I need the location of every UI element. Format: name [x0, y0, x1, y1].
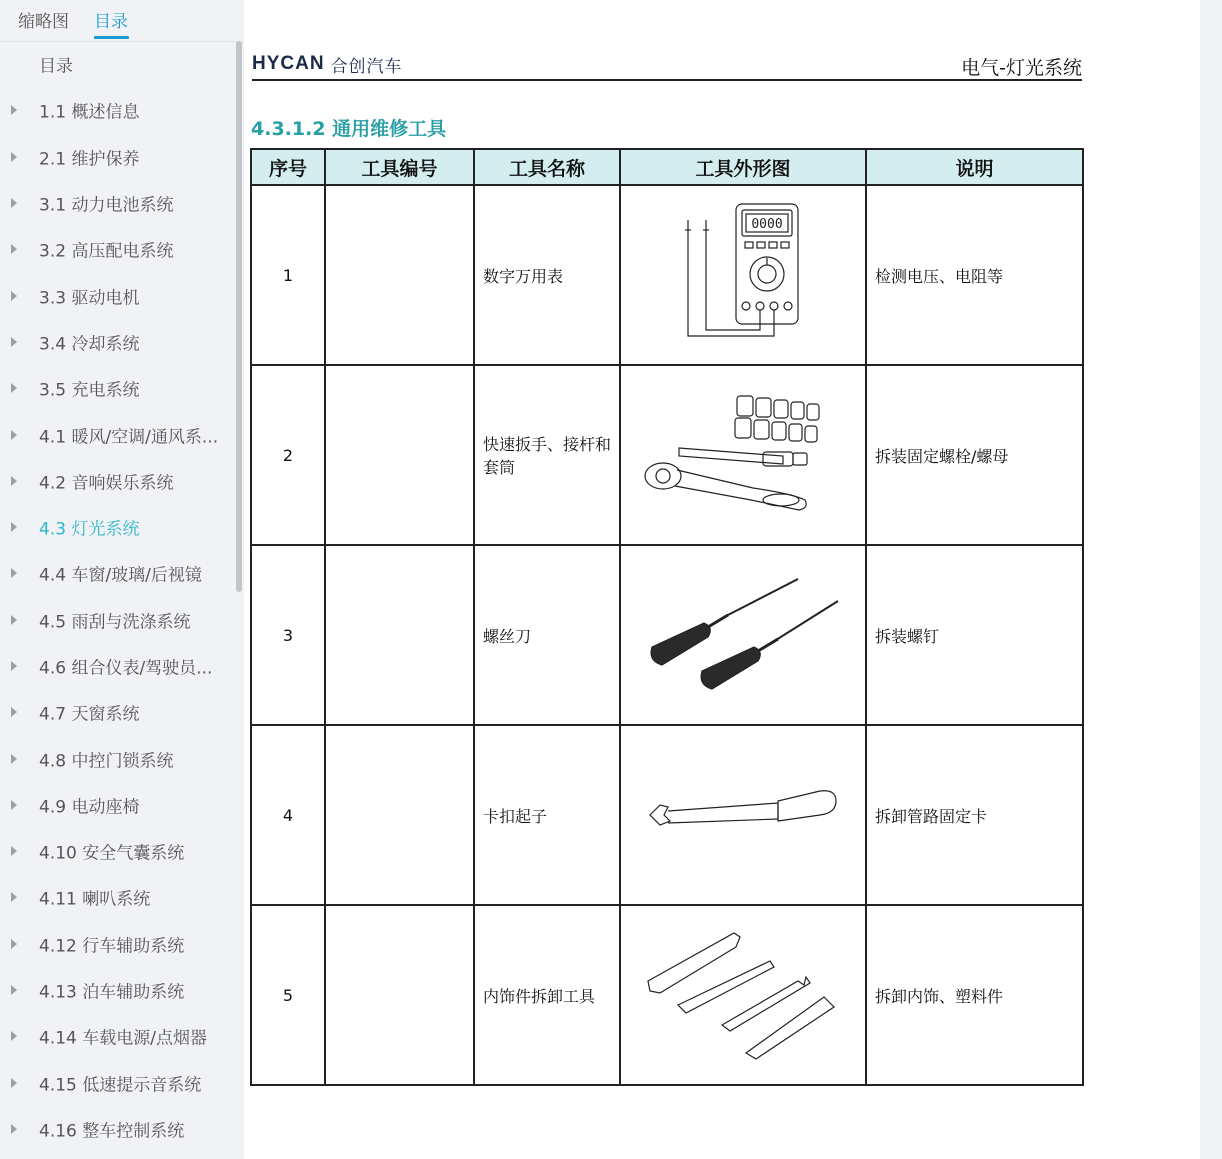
toc-item-4-9[interactable] — [0, 782, 236, 828]
toc-item-label: 目录 — [39, 56, 73, 77]
cell-name: 快速扳手、接杆和套筒 — [474, 365, 620, 545]
tools-table — [250, 148, 1084, 1086]
expand-arrow-icon[interactable] — [11, 1031, 17, 1041]
toc-item-3-1[interactable] — [0, 180, 236, 226]
toc-item-label: 3.2 高压配电系统 — [39, 241, 174, 262]
subheading: 4.3.1.2 通用维修工具 — [251, 118, 447, 140]
toc-item-label: 4.14 车载电源/点烟器 — [39, 1028, 207, 1049]
toc-item-label: 3.1 动力电池系统 — [39, 195, 174, 216]
toc-item-label: 4.11 喇叭系统 — [39, 889, 151, 910]
toc-item-label: 3.4 冷却系统 — [39, 334, 140, 355]
expand-arrow-icon[interactable] — [11, 198, 17, 208]
toc-item-4-16[interactable] — [0, 1106, 236, 1152]
cell-code — [325, 185, 474, 365]
expand-arrow-icon[interactable] — [11, 661, 17, 671]
expand-arrow-icon[interactable] — [11, 707, 17, 717]
cell-description: 拆装固定螺栓/螺母 — [866, 365, 1083, 545]
cell-number: 4 — [251, 725, 325, 905]
toc-item-3-5[interactable] — [0, 365, 236, 411]
toc-item-label: 4.5 雨刮与洗涤系统 — [39, 612, 191, 633]
toc-item-4-3-active[interactable] — [0, 504, 236, 550]
toc-item-label: 4.6 组合仪表/驾驶员... — [39, 658, 213, 679]
toc-item-label: 3.5 充电系统 — [39, 380, 140, 401]
cell-image — [620, 905, 866, 1085]
expand-arrow-icon[interactable] — [11, 522, 17, 532]
toc-item-4-13[interactable] — [0, 967, 236, 1013]
toc-item-label: 4.1 暖风/空调/通风系... — [39, 427, 219, 448]
table-header-row — [251, 149, 1083, 185]
column-header: 工具名称 — [474, 149, 620, 185]
toc-item-root[interactable] — [0, 41, 236, 87]
expand-arrow-icon[interactable] — [11, 615, 17, 625]
clip-remover-icon — [638, 785, 848, 845]
cell-code — [325, 905, 474, 1085]
cell-number: 2 — [251, 365, 325, 545]
cell-name: 内饰件拆卸工具 — [474, 905, 620, 1085]
table-row — [251, 905, 1083, 1085]
cell-description: 拆卸内饰、塑料件 — [866, 905, 1083, 1085]
expand-arrow-icon[interactable] — [11, 939, 17, 949]
cell-name: 数字万用表 — [474, 185, 620, 365]
tab-active-indicator — [94, 36, 129, 39]
expand-arrow-icon[interactable] — [11, 105, 17, 115]
expand-arrow-icon[interactable] — [11, 291, 17, 301]
expand-arrow-icon[interactable] — [11, 383, 17, 393]
toc-list — [0, 41, 236, 1152]
expand-arrow-icon[interactable] — [11, 244, 17, 254]
document-page — [244, 0, 1200, 1159]
toc-item-1-1[interactable] — [0, 87, 236, 133]
column-header: 说明 — [866, 149, 1083, 185]
sidebar — [0, 0, 244, 1159]
expand-arrow-icon[interactable] — [11, 568, 17, 578]
toc-item-4-5[interactable] — [0, 597, 236, 643]
cell-code — [325, 725, 474, 905]
tab-thumbnails[interactable]: 缩略图 — [18, 12, 69, 32]
toc-item-label: 4.13 泊车辅助系统 — [39, 982, 185, 1003]
toc-item-4-2[interactable] — [0, 458, 236, 504]
table-row — [251, 725, 1083, 905]
toc-item-label: 3.3 驱动电机 — [39, 288, 140, 309]
toc-item-2-1[interactable] — [0, 134, 236, 180]
logo-latin-text: HYCAN — [252, 53, 325, 74]
ratchet-socket-set-icon — [633, 390, 853, 520]
toc-item-4-14[interactable] — [0, 1013, 236, 1059]
toc-item-label: 4.8 中控门锁系统 — [39, 751, 174, 772]
cell-description: 拆装螺钉 — [866, 545, 1083, 725]
expand-arrow-icon[interactable] — [11, 1124, 17, 1134]
toc-item-label: 4.2 音响娱乐系统 — [39, 473, 174, 494]
cell-code — [325, 365, 474, 545]
toc-item-label: 4.16 整车控制系统 — [39, 1121, 185, 1142]
column-header: 序号 — [251, 149, 325, 185]
table-row — [251, 545, 1083, 725]
toc-item-label: 4.4 车窗/玻璃/后视镜 — [39, 565, 202, 586]
cell-image — [620, 185, 866, 365]
toc-item-4-8[interactable] — [0, 735, 236, 781]
expand-arrow-icon[interactable] — [11, 892, 17, 902]
svg-text:0000: 0000 — [751, 217, 783, 232]
expand-arrow-icon[interactable] — [11, 152, 17, 162]
toc-item-4-4[interactable] — [0, 550, 236, 596]
expand-arrow-icon[interactable] — [11, 985, 17, 995]
toc-item-label: 4.12 行车辅助系统 — [39, 936, 185, 957]
cell-name: 螺丝刀 — [474, 545, 620, 725]
section-title: 电气-灯光系统 — [961, 57, 1082, 79]
tab-toc[interactable]: 目录 — [94, 12, 128, 32]
column-header: 工具编号 — [325, 149, 474, 185]
brand-logo — [252, 53, 403, 75]
sidebar-scrollbar[interactable] — [236, 41, 242, 592]
viewer-right-margin — [1200, 0, 1222, 1159]
cell-image — [620, 365, 866, 545]
toc-item-4-6[interactable] — [0, 643, 236, 689]
toc-item-3-3[interactable] — [0, 272, 236, 318]
cell-description: 检测电压、电阻等 — [866, 185, 1083, 365]
toc-item-label: 4.15 低速提示音系统 — [39, 1075, 202, 1096]
cell-image — [620, 545, 866, 725]
toc-item-4-7[interactable] — [0, 689, 236, 735]
expand-arrow-icon[interactable] — [11, 337, 17, 347]
cell-number: 5 — [251, 905, 325, 1085]
toc-item-4-15[interactable] — [0, 1060, 236, 1106]
expand-arrow-icon[interactable] — [11, 430, 17, 440]
toc-item-3-2[interactable] — [0, 226, 236, 272]
table-row — [251, 365, 1083, 545]
cell-name: 卡扣起子 — [474, 725, 620, 905]
toc-item-label: 4.3 灯光系统 — [39, 519, 140, 540]
toc-item-label: 4.7 天窗系统 — [39, 704, 140, 725]
expand-arrow-icon[interactable] — [11, 846, 17, 856]
toc-item-label: 2.1 维护保养 — [39, 149, 140, 170]
toc-item-label: 4.9 电动座椅 — [39, 797, 140, 818]
toc-item-4-10[interactable] — [0, 828, 236, 874]
sidebar-tabs — [0, 0, 244, 42]
screwdriver-icon — [638, 575, 848, 695]
logo-chinese-text: 合创汽车 — [330, 56, 403, 77]
toc-item-3-4[interactable] — [0, 319, 236, 365]
cell-description: 拆卸管路固定卡 — [866, 725, 1083, 905]
expand-arrow-icon[interactable] — [11, 1078, 17, 1088]
expand-arrow-icon[interactable] — [11, 476, 17, 486]
table-row — [251, 185, 1083, 365]
toc-item-label: 4.10 安全气囊系统 — [39, 843, 185, 864]
cell-code — [325, 545, 474, 725]
cell-number: 1 — [251, 185, 325, 365]
expand-arrow-icon[interactable] — [11, 754, 17, 764]
expand-arrow-icon[interactable] — [11, 800, 17, 810]
toc-item-label: 1.1 概述信息 — [39, 102, 140, 123]
toc-item-4-11[interactable] — [0, 874, 236, 920]
trim-removal-tools-icon — [638, 925, 848, 1065]
header-divider — [252, 79, 1082, 81]
toc-item-4-1[interactable] — [0, 411, 236, 457]
cell-image — [620, 725, 866, 905]
column-header: 工具外形图 — [620, 149, 866, 185]
cell-number: 3 — [251, 545, 325, 725]
multimeter-icon — [668, 200, 818, 350]
toc-item-4-12[interactable] — [0, 921, 236, 967]
